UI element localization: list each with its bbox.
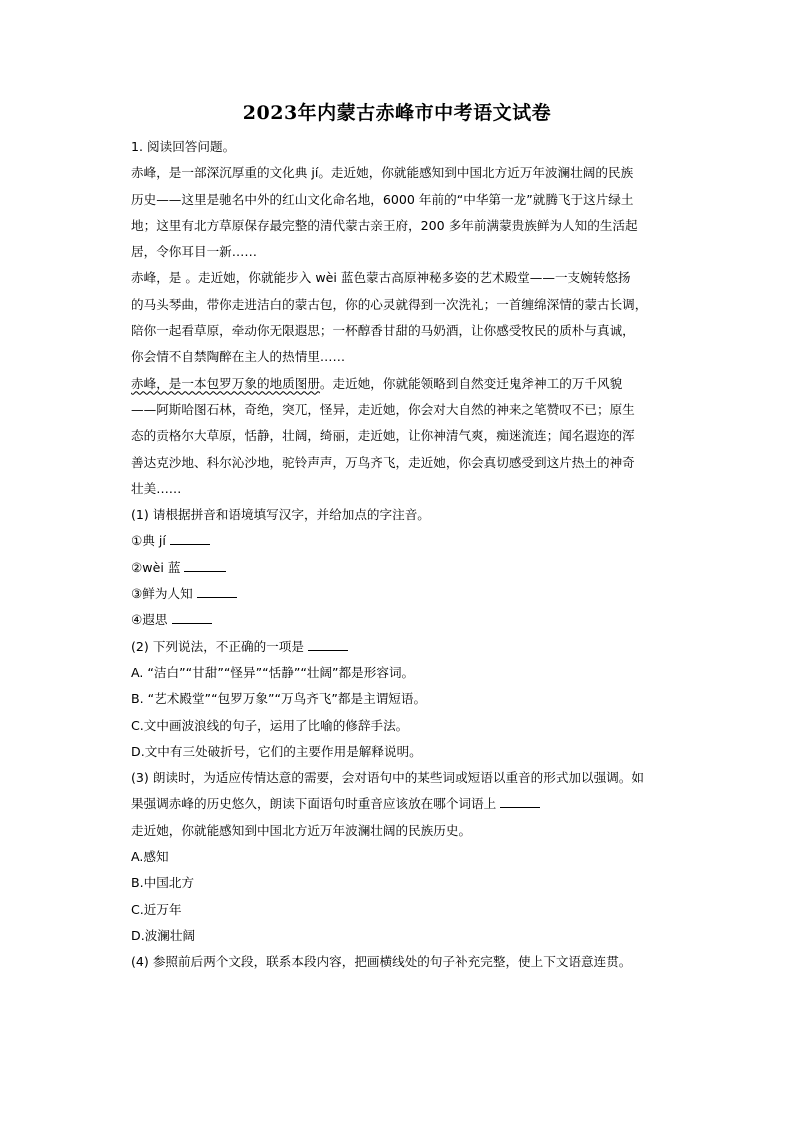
- question-heading: 1. 阅读回答问题。: [131, 139, 236, 154]
- passage-line: 赤峰，是 。走近她，你就能步入 wèi 蓝色蒙古高原神秘多姿的艺术殿堂——一支婉转悠扬: [131, 270, 631, 286]
- passage-line: 壮美……: [131, 480, 182, 496]
- passage-line: 善达克沙地、科尔沁沙地，驼铃声声，万鸟齐飞，走近她，你会真切感受到这片热土的神奇: [131, 454, 635, 470]
- answer-blank[interactable]: [197, 583, 237, 598]
- option: B. “艺术殿堂”“包罗万象”“万鸟齐飞”都是主谓短语。: [131, 691, 427, 707]
- sub-item: ①典 jí: [131, 528, 695, 554]
- passage-line: 你会情不自禁陶醉在主人的热情里……: [131, 349, 346, 365]
- sub-question-3-prompt: 果强调赤峰的历史悠久，朗读下面语句时重音应该放在哪个词语上: [131, 791, 695, 817]
- passage-line: 陪你一起看草原，牵动你无限遐思；一杯醇香甘甜的马奶酒，让你感受牧民的质朴与真诚，: [131, 323, 635, 339]
- passage-line: 居，令你耳目一新……: [131, 244, 257, 260]
- option: C.近万年: [131, 901, 182, 917]
- quoted-sentence: 走近她，你就能感知到中国北方近万年波澜壮阔的民族历史。: [131, 822, 472, 838]
- sub-question-2-prompt: (2) 下列说法，不正确的一项是: [131, 634, 695, 660]
- sub-question-1-prompt: (1) 请根据拼音和语境填写汉字，并给加点的字注音。: [131, 507, 430, 523]
- option: C.文中画波浪线的句子，运用了比喻的修辞手法。: [131, 717, 409, 733]
- sub-item: ④遐思: [131, 607, 695, 633]
- passage-line: 的马头琴曲，带你走进洁白的蒙古包，你的心灵就得到一次洗礼；一首缠绵深情的蒙古长调，: [131, 296, 648, 312]
- answer-blank[interactable]: [184, 557, 226, 572]
- passage-line: [131, 371, 695, 397]
- answer-blank[interactable]: [172, 609, 212, 624]
- option: D.文中有三处破折号，它们的主要作用是解释说明。: [131, 743, 422, 759]
- answer-blank[interactable]: [500, 793, 540, 808]
- passage-line: 态的贡格尔大草原，恬静，壮阔，绮丽，走近她，让你神清气爽，痴迷流连；闻名遐迩的浑: [131, 428, 635, 444]
- sub-item: ③鲜为人知: [131, 581, 695, 607]
- passage-line: ——阿斯哈图石林，奇绝，突兀，怪异，走近她，你会对大自然的神来之笔赞叹不已；原生: [131, 401, 635, 417]
- question-1: [131, 134, 695, 976]
- sub-question-3-prompt: (3) 朗读时，为适应传情达意的需要，会对语句中的某些词或短语以重音的形式加以强调。如: [131, 770, 644, 786]
- answer-blank[interactable]: [308, 636, 348, 651]
- option: B.中国北方: [131, 875, 195, 891]
- passage-text: 。走近她，你就能领略到自然变迁鬼斧神工的万千风貌: [319, 375, 623, 391]
- option: D.波澜壮阔: [131, 927, 196, 943]
- sub-item: ②wèi 蓝: [131, 555, 695, 581]
- sub-question-4-prompt: (4) 参照前后两个文段，联系本段内容，把画横线处的句子补充完整，使上下文语意连贯。: [131, 954, 632, 970]
- answer-blank[interactable]: [170, 530, 210, 545]
- option: A. “洁白”“甘甜”“怪异”“恬静”“壮阔”都是形容词。: [131, 664, 415, 680]
- wavy-underlined-sentence: 赤峰，是一本包罗万象的地质图册: [131, 375, 320, 391]
- option: A.感知: [131, 849, 169, 865]
- page-title: 2023年内蒙古赤峰市中考语文试卷: [242, 102, 552, 124]
- passage-line: 历史——这里是驰名中外的红山文化命名地，6000 年前的“中华第一龙”就腾飞于这片绿土: [131, 191, 634, 207]
- passage-line: 地；这里有北方草原保存最完整的清代蒙古亲王府，200 多年前满蒙贵族鲜为人知的生活起: [131, 217, 638, 233]
- passage-line: 赤峰，是一部深沉厚重的文化典 jí。走近她，你就能感知到中国北方近万年波澜壮阔的民族: [131, 165, 634, 181]
